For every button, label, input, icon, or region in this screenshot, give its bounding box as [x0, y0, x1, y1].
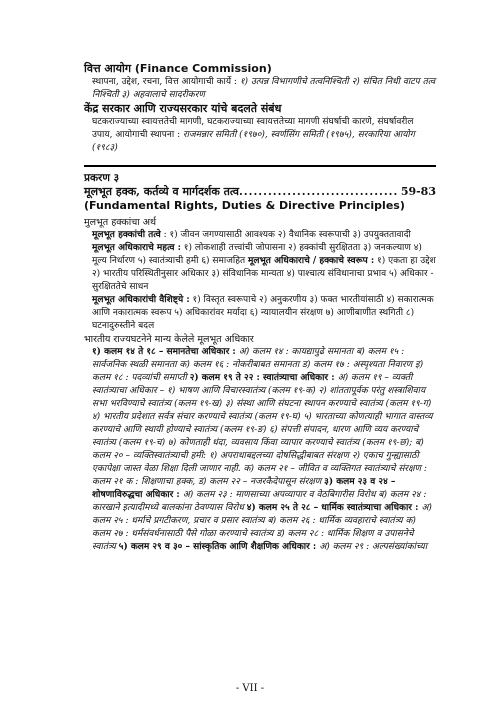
chapter-pages: 59-83: [400, 184, 436, 198]
leader-dots: [239, 185, 399, 199]
page-number: - VII -: [235, 683, 265, 694]
centre-state-heading: केंद्र सरकार आणि राज्यसरकार यांचे बदलते संबंध: [84, 102, 282, 115]
chapter-title-line: [84, 185, 436, 199]
centre-state-text: घटकराज्याच्या स्वायत्ततेची मागणी, घटकराज्याच्या स्वायत्ततेच्या मागणी संघर्षाची कारणे, संघर्षावरील उपाय, आयोगाची स्थापना : राजमन्नार समिती (१९७०), स्वर्णसिंग समिती (१९७५), सरकारिया आयोग (१९८३): [92, 117, 415, 153]
indian-rights-heading: भारतीय राज्यघटनेने मान्य केलेले मूलभूत अधिकार: [84, 333, 254, 345]
chapter-label: प्रकरण ३: [84, 171, 120, 184]
page-content: [84, 62, 436, 554]
meaning-para-1: मूलभूत हक्कांची तत्वे : १) जीवन जगण्यासाठी आवश्यक २) वैधानिक स्वरूपाची ३) उपयुक्ततावादी मूलभूत अधिकाराचे महत्व : १) लोकशाही तत्त्वांची जोपासना २) हक्कांची सुरक्षितता ३) जनकल्याण ४) मूल्य निर्धारण ५) स्वातंत्र्याची हमी ६) समाजहित मूलभूत अधिकाराचे / हक्काचे स्वरूप : १) एकता हा उद्देश २) भारतीय परिस्थितीनुसार अधिकार ३) संविधानिक मान्यता ४) पाश्चात्य संविधानाचा प्रभाव ५) अधिकार - सुरक्षिततेचे साधन: [92, 229, 436, 292]
finance-text: स्थापना, उद्देश, रचना, वित्त आयोगाची कार्ये : १) उत्पन्न विभागणीचे तत्वनिश्चिती २) संचित निधी वाटप तत्व निश्चिती ३) अहवालाचे सादरीकरण: [92, 77, 436, 100]
chapter-title-en: (Fundamental Rights, Duties & Directive Principles): [84, 198, 405, 212]
finance-heading: वित्त आयोग (Finance Commission): [84, 62, 272, 75]
meaning-para-2: मूलभूत अधिकारांची वैशिष्ट्ये : १) विस्तृत स्वरूपाचे २) अनुकरणीय ३) फक्त भारतीयांसाठी ४) सकारात्मक आणि नकारात्मक स्वरूप ५) अधिकारांवर मर्यादा ६) न्यायालयीन संरक्षण ७) आणीबाणीत स्थगिती ८) घटनादुरुस्तीने बदल: [92, 294, 434, 331]
chapter-title: मूलभूत हक्क, कर्तव्ये व मार्गदर्शक तत्व: [84, 184, 239, 198]
section-divider: [84, 165, 436, 167]
meaning-heading: मुलभूत हक्कांचा अर्थ: [84, 216, 157, 228]
rights-text: १) कलम १४ ते १८ – समानतेचा अधिकार : अ) कलम १४ : कायद्यापुढे समानता ब) कलम १५ : सार्वजनिक स्थळी समानता क) कलम १६ : नोकरीबाबत समानता ड) कलम १७ : अस्पृश्यता निवारण इ) कलम १८ : पदव्यांची समाप्ती २) कलम १९ ते २२ : स्वातंत्र्याचा अधिकार : अ) कलम १९ – व्यक्ती स्वातंत्र्याचा अधिकार – १) भाषण आणि विचारस्वातंत्र्य (कलम १९-क) २) शांततापूर्वक परंतु शस्त्राशिवाय सभा भरविण्याचे स्वातंत्र्य (कलम १९-ख) ३) संस्था आणि संघटना स्थापन करण्याचे स्वातंत्र्य (कलम १९-ग) ४) भारतीय प्रदेशात सर्वत्र संचार करण्याचे स्वातंत्र्य (कलम १९-घ) ५) भारताच्या कोणत्याही भागात वास्तव्य करण्याचे आणि स्थायी होण्याचे स्वातंत्र्य (कलम १९-ङ) ६) संपत्ती संपादन, धारण आणि व्यय करण्याचे स्वातंत्र्य (कलम १९-च) ७) कोणताही धंदा, व्यवसाय किंवा व्यापार करण्याचे स्वातंत्र्य (कलम १९-छ); ब) कलम २० – व्यक्तिस्वातंत्र्याची हमी: १) अपराधाबद्दलच्या दोषसिद्धीबाबत संरक्षण २) एकाच गुन्ह्यासाठी एकापेक्षा जास्त वेळा शिक्षा दिली जाणार नाही. क) कलम २१ – जीवित व व्यक्तिगत स्वातंत्र्याचे संरक्षण : कलम २१ क : शिक्षणाचा हक्क, ड) कलम २२ – नजरकैदेपासून संरक्षण ३) कलम २३ व २४ – शोषणाविरुद्धचा अधिकार : अ) कलम २३ : माणसाच्या अपव्यापार व वेठबिगारीस विरोध ब) कलम २४ : कारखाने इत्यादीमध्ये बालकांना ठेवण्यास विरोध ४) कलम २५ ते २८ – धार्मिक स्वातंत्र्याचा अधिकार : अ) कलम २५ : धर्माचे प्रगटीकरण, प्रचार व प्रसार स्वातंत्र्य ब) कलम २६ : धार्मिक व्यवहाराचे स्वातंत्र्य क) कलम २७ : धर्मसंवर्धनासाठी पैसे गोळा करण्याचे स्वातंत्र्य ड) कलम २८ : धार्मिक शिक्षण व उपासनेचे स्वातंत्र्य ५) कलम २९ व ३० – सांस्कृतिक आणि शैक्षणिक अधिकार : अ) कलम २९ : अल्पसंख्यांकांच्या: [92, 346, 433, 552]
